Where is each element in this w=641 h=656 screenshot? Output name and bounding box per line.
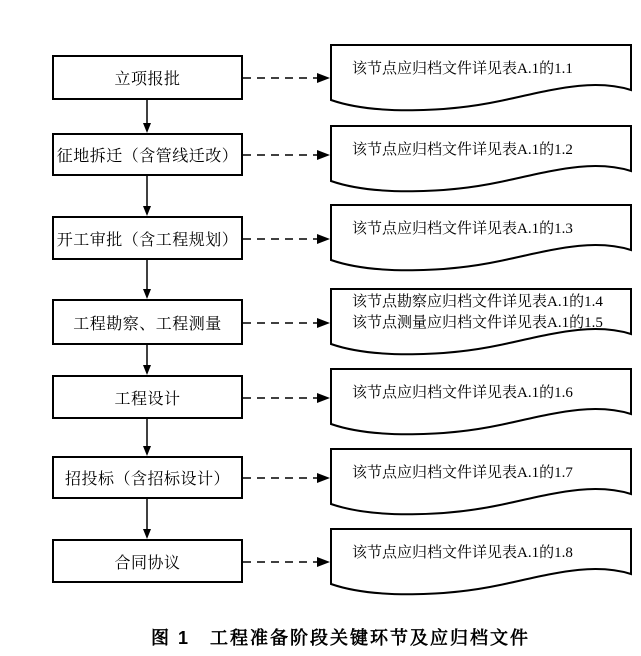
figure-caption: 图 1 工程准备阶段关键环节及应归档文件: [150, 628, 530, 648]
dashed-arrow-5: [243, 391, 330, 403]
dashed-arrow-2: [243, 148, 330, 160]
process-label: 招投标（含招标设计）: [64, 471, 230, 488]
process-box-contract-agreement: [52, 539, 243, 583]
doc-note-text: 该节点测量应归档文件详见表A.1的1.5: [352, 315, 603, 331]
doc-note-7: [330, 528, 632, 602]
dashed-arrow-icon: [243, 556, 330, 568]
process-label: 合同协议: [114, 554, 181, 572]
dashed-arrow-6: [243, 471, 330, 483]
doc-note-5: [330, 368, 632, 442]
doc-note-text: 该节点应归档文件详见表A.1的1.8: [352, 544, 573, 561]
down-arrow-icon: [141, 345, 153, 375]
doc-note-text: 该节点应归档文件详见表A.1的1.2: [352, 141, 573, 158]
process-label: 征地拆迁（含管线迁改）: [56, 148, 239, 165]
down-arrow-icon: [141, 499, 153, 539]
dashed-arrow-3: [243, 232, 330, 244]
dashed-arrow-icon: [243, 72, 330, 84]
process-label: 工程勘察、工程测量: [73, 315, 222, 333]
doc-note-1: [330, 44, 632, 118]
doc-note-3: [330, 204, 632, 278]
doc-note-text: 该节点勘察应归档文件详见表A.1的1.4: [352, 294, 603, 310]
dashed-arrow-1: [243, 71, 330, 83]
doc-note-text: 该节点应归档文件详见表A.1的1.1: [352, 60, 573, 77]
dashed-arrow-icon: [243, 472, 330, 484]
down-arrow-icon: [141, 419, 153, 456]
dashed-arrow-icon: [243, 233, 330, 245]
process-label: 开工审批（含工程规划）: [56, 231, 239, 249]
process-label: 立项报批: [114, 71, 181, 88]
down-arrow-6: [141, 499, 153, 544]
doc-note-2: [330, 125, 632, 199]
dashed-arrow-7: [243, 555, 330, 567]
down-arrow-5: [141, 419, 153, 461]
process-box-land-acquisition: [52, 133, 243, 176]
down-arrow-icon: [141, 260, 153, 299]
doc-note-6: [330, 448, 632, 522]
doc-note-4: [330, 288, 632, 362]
down-arrow-icon: [141, 176, 153, 216]
process-label: 工程设计: [114, 390, 181, 408]
process-box-engineering-design: [52, 375, 243, 419]
dashed-arrow-icon: [243, 317, 330, 329]
process-box-survey-measurement: [52, 299, 243, 345]
down-arrow-3: [141, 260, 153, 304]
down-arrow-icon: [141, 100, 153, 133]
down-arrow-2: [141, 176, 153, 221]
process-box-construction-approval: [52, 216, 243, 260]
doc-note-text: 该节点应归档文件详见表A.1的1.7: [352, 464, 573, 481]
dashed-arrow-icon: [243, 149, 330, 161]
dashed-arrow-icon: [243, 392, 330, 404]
process-box-bidding: [52, 456, 243, 499]
doc-note-text: 该节点应归档文件详见表A.1的1.3: [352, 220, 573, 237]
doc-note-text: 该节点应归档文件详见表A.1的1.6: [352, 384, 573, 401]
process-box-project-approval: [52, 55, 243, 100]
dashed-arrow-4: [243, 316, 330, 328]
